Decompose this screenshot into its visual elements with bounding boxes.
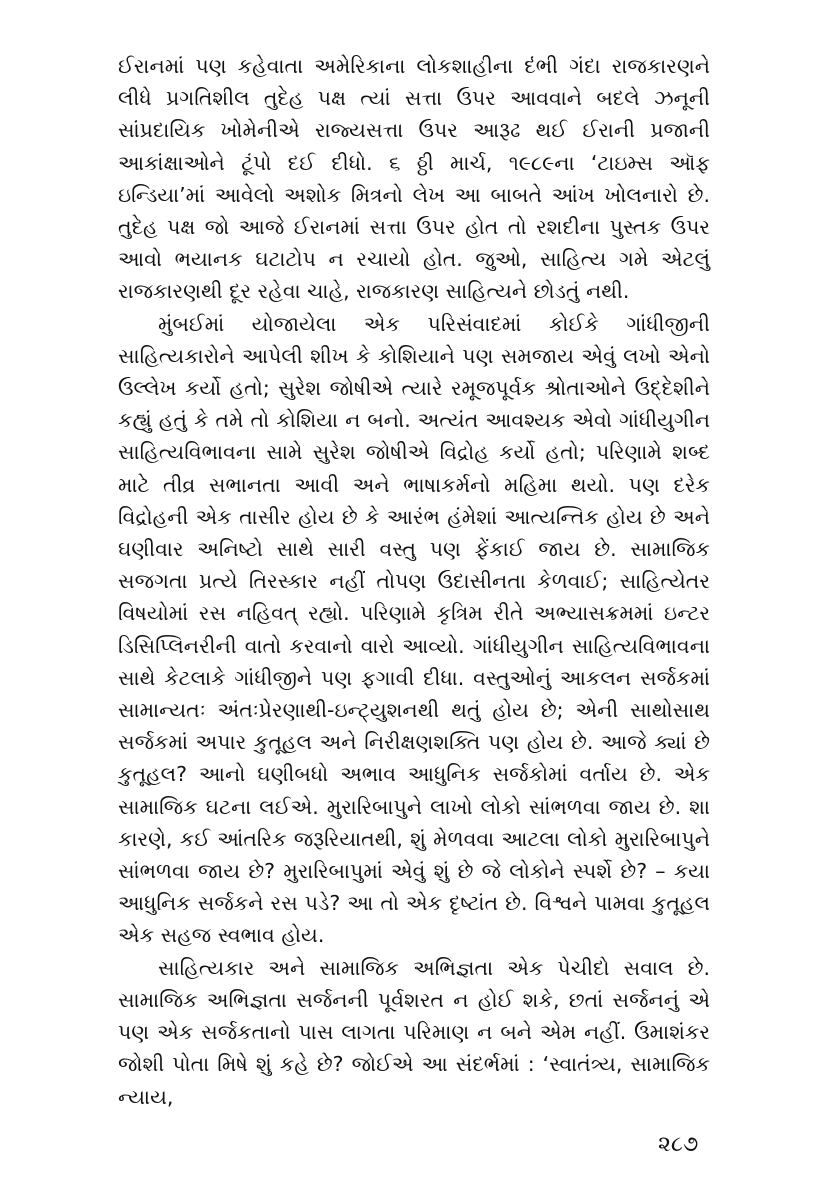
page-number: ૨૮૭ xyxy=(658,1132,699,1157)
page-body xyxy=(118,50,710,1113)
paragraph-1: ઈરાનમાં પણ કહેવાતા અમેરિકાના લોકશાહીના દંભી ગંદા રાજકારણને લીધે પ્રગતિશીલ તુદેહ પક્ષ ત્યાં સત્તા ઉપર આવવાને બદલે ઝનૂની સાંપ્રદાયિક ખોમેનીએ રાજ્યસત્તા ઉપર આરૂઢ થઈ ઈરાની પ્રજાની આકાંક્ષાઓને ટૂંપો દઈ દીધો. ૬ ઠ્ઠી માર્ચ, ૧૯૮૯ના ‘ટાઇમ્સ ઑફ ઇન્ડિયા’માં આવેલો અશોક મિત્રનો લેખ આ બાબતે આંખ ખોલનારો છે. તુદેહ પક્ષ જો આજે ઈરાનમાં સત્તા ઉપર હોત તો રશદીના પુસ્તક ઉપર આવો ભયાનક ઘટાટોપ ન રચાયો હોત. જુઓ, સાહિત્ય ગમે એટલું રાજકારણથી દૂર રહેવા ચાહે, રાજકારણ સાહિત્યને છોડતું નથી. xyxy=(118,54,710,304)
paragraph-3: સાહિત્યકાર અને સામાજિક અભિજ્ઞતા એક પેચીદો સવાલ છે. સામાજિક અભિજ્ઞતા સર્જનની પૂર્વશરત ન હોઈ શકે, છતાં સર્જનનું એ પણ એક સર્જકતાનો પાસ લાગતા પરિમાણ ન બને એમ નહીં. ઉમાશંકર જોશી પોતા મિષે શું કહે છે? જોઈએ આ સંદર્ભમાં : ‘સ્વાતંત્ર્ય, સામાજિક ન્યાય, xyxy=(118,955,710,1109)
paragraph-2: મુંબઈમાં યોજાયેલા એક પરિસંવાદમાં કોઈકે ગાંધીજીની સાહિત્યકારોને આપેલી શીખ કે કોશિયાને પણ સમજાય એવું લખો એનો ઉલ્લેખ કર્યો હતો; સુરેશ જોષીએ ત્યારે રમૂજપૂર્વક શ્રોતાઓને ઉદ્દેશીને કહ્યું હતું કે તમે તો કોશિયા ન બનો. અત્યંત આવશ્યક એવો ગાંધીયુગીન સાહિત્યવિભાવના સામે સુરેશ જોષીએ વિદ્રોહ કર્યો હતો; પરિણામે શબ્દ માટે તીવ્ર સભાનતા આવી અને ભાષાકર્મનો મહિમા થયો. પણ દરેક વિદ્રોહની એક તાસીર હોય છે કે આરંભ હંમેશાં આત્યન્તિક હોય છે અને ઘણીવાર અનિષ્ટો સાથે સારી વસ્તુ પણ ફેંકાઈ જાય છે. સામાજિક સજગતા પ્રત્યે તિરસ્કાર નહીં તોપણ ઉદાસીનતા કેળવાઈ; સાહિત્યેતર વિષયોમાં રસ નહિવત્ રહ્યો. પરિણામે કૃત્રિમ રીતે અભ્યાસક્રમમાં ઇન્ટર ડિસિપ્લિનરીની વાતો કરવાનો વારો આવ્યો. ગાંધીયુગીન સાહિત્યવિભાવના સાથે કેટલાકે ગાંધીજીને પણ ફગાવી દીધા. વસ્તુઓનું આકલન સર્જકમાં સામાન્યતઃ અંતઃપ્રેરણાથી-ઇન્ટ્યુશનથી થતું હોય છે; એની સાથોસાથ સર્જકમાં અપાર કુતૂહલ અને નિરીક્ષણશક્તિ પણ હોય છે. આજે ક્યાં છે કુતૂહલ? આનો ઘણીબધો અભાવ આધુનિક સર્જકોમાં વર્તાય છે. એક સામાજિક ઘટના લઈએ. મુરારિબાપુને લાખો લોકો સાંભળવા જાય છે. શા કારણે, કઈ આંતરિક જરૂરિયાતથી, શું મેળવવા આટલા લોકો મુરારિબાપુને સાંભળવા જાય છે? મુરારિબાપુમાં એવું શું છે જે લોકોને સ્પર્શે છે? – કયા આધુનિક સર્જકને રસ પડે? આ તો એક દૃષ્ટાંત છે. વિશ્વને પામવા કુતૂહલ એક સહજ સ્વભાવ હોય. xyxy=(118,311,710,948)
